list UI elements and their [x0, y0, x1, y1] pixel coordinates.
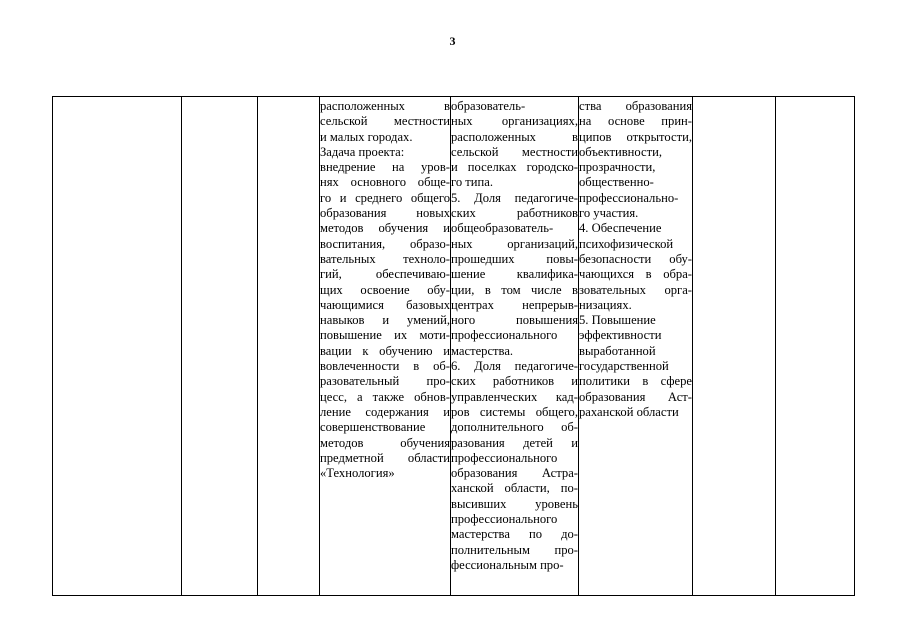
indicators-line: профессионального — [451, 328, 558, 343]
results-line: профессионально- — [579, 190, 679, 205]
indicators-line: ции, в том числе в — [451, 282, 578, 297]
results-line: зовательных орга- — [579, 282, 692, 297]
results-line: чающихся в обра- — [579, 267, 692, 282]
project-line: цесс, а также обнов- — [320, 389, 450, 404]
indicators-line: и поселках городско- — [451, 160, 578, 175]
indicators-line: высивших уровень — [451, 496, 578, 511]
project-line: вации к обучению и — [320, 343, 450, 358]
indicators-line: ных организациях, — [451, 114, 578, 129]
project-line: гий, обеспечиваю- — [320, 267, 450, 282]
indicators-line: ских работников и — [451, 374, 578, 389]
project-line: сельской местности — [320, 114, 450, 129]
indicators-line: образования Астра- — [451, 466, 578, 481]
expected-results-cell — [579, 99, 692, 420]
results-line: 4. Обеспечение — [579, 221, 662, 236]
project-line: повышение их моти- — [320, 328, 450, 343]
page-number: 3 — [449, 34, 456, 48]
indicators-line: фессиональным про- — [451, 557, 564, 572]
indicators-line: образователь- — [451, 99, 526, 113]
indicators-line: управленческих кад- — [451, 389, 578, 404]
project-line: расположенных в — [320, 99, 450, 113]
results-line: ства образования — [579, 99, 692, 113]
results-line: психофизической — [579, 236, 674, 251]
indicators-line: полнительным про- — [451, 542, 578, 557]
project-line: вовлеченности в об- — [320, 359, 450, 374]
project-line: нях основного обще- — [320, 175, 450, 190]
results-line: раханской области — [579, 404, 679, 419]
indicators-line: профессионального — [451, 512, 558, 527]
project-line: «Технология» — [320, 466, 395, 481]
results-line: государственной — [579, 359, 669, 374]
results-line: эффективности — [579, 328, 662, 343]
results-line: безопасности обу- — [579, 251, 692, 266]
project-line: методов обучения — [320, 435, 450, 450]
project-line: Задача проекта: — [320, 144, 405, 159]
table — [52, 96, 855, 596]
indicators-line: расположенных в — [451, 129, 578, 144]
results-line: объективности, — [579, 144, 662, 159]
results-line: прозрачности, — [579, 160, 656, 175]
indicators-line: 5. Доля педагогиче- — [451, 190, 578, 205]
results-line: низациях. — [579, 297, 632, 312]
indicators-line: центрах непрерыв- — [451, 297, 578, 312]
project-line: щих освоение обу- — [320, 282, 450, 297]
indicators-line: мастерства. — [451, 343, 514, 358]
project-line: го и среднего общего — [320, 190, 450, 205]
project-line: методов обучения и — [320, 221, 450, 236]
project-line: ление содержания и — [320, 404, 450, 419]
results-line: выработанной — [579, 343, 656, 358]
results-line: общественно- — [579, 175, 654, 190]
project-line: вательных техноло- — [320, 251, 450, 266]
column-divider-7 — [775, 97, 776, 595]
indicators-line: дополнительного об- — [451, 420, 578, 435]
project-line: разовательный про- — [320, 374, 450, 389]
indicators-line: 6. Доля педагогиче- — [451, 359, 578, 374]
column-divider-1 — [181, 97, 182, 595]
results-line: 5. Повышение — [579, 313, 656, 328]
indicators-line: ханской области, по- — [451, 481, 578, 496]
project-line: совершенствование — [320, 420, 426, 435]
results-line: го участия. — [579, 206, 639, 221]
indicators-line: шение квалифика- — [451, 267, 578, 282]
results-line: ципов открытости, — [579, 129, 692, 144]
indicators-line: разования детей и — [451, 435, 578, 450]
project-line: чающимися базовых — [320, 297, 450, 312]
indicators-line: ного повышения — [451, 313, 578, 328]
indicators-line: ров системы общего, — [451, 404, 578, 419]
project-line: образования новых — [320, 206, 450, 221]
column-divider-6 — [692, 97, 693, 595]
indicators-line: прошедших повы- — [451, 251, 578, 266]
results-line: политики в сфере — [579, 374, 692, 389]
indicators-line: общеобразователь- — [451, 221, 554, 236]
indicators-line: ных организаций, — [451, 236, 578, 251]
results-line: образования Аст- — [579, 389, 692, 404]
results-line: на основе прин- — [579, 114, 692, 129]
indicators-line: сельской местности — [451, 144, 578, 159]
indicators-line: го типа. — [451, 175, 494, 190]
indicators-line: ских работников — [451, 206, 578, 221]
column-divider-2 — [257, 97, 258, 595]
indicators-line: мастерства по до- — [451, 527, 578, 542]
project-line: навыков и умений, — [320, 313, 450, 328]
project-description-cell — [320, 99, 450, 481]
project-line: воспитания, образо- — [320, 236, 450, 251]
indicators-line: профессионального — [451, 450, 558, 465]
project-line: внедрение на уров- — [320, 160, 450, 175]
project-line: предметной области — [320, 450, 450, 465]
project-line: и малых городах. — [320, 129, 413, 144]
indicators-cell — [451, 99, 578, 573]
